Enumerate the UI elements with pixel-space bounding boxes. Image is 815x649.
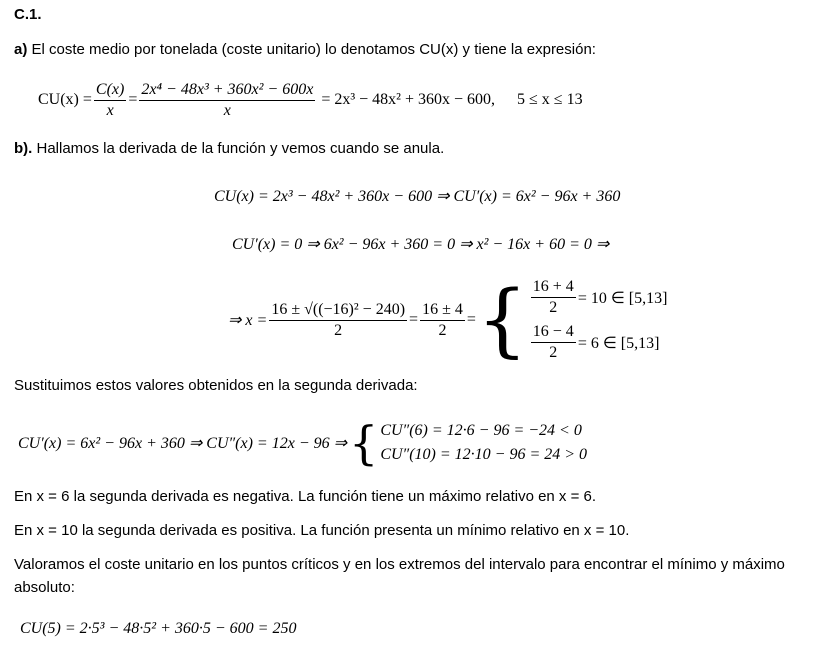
part-b-paragraph xyxy=(14,140,444,157)
root-2-den: 2 xyxy=(549,344,558,361)
part-b-text: Hallamos la derivada de la función y vemos cuando se anula. xyxy=(32,140,445,157)
cost-fraction-1 xyxy=(94,80,126,121)
left-brace: { xyxy=(349,416,379,470)
equals-sign: = xyxy=(128,91,138,108)
second-derivative-case-2: CU″(10) = 12·10 − 96 = 24 > 0 xyxy=(380,446,588,463)
equals-sign: = xyxy=(409,311,419,328)
derivative-line-1: CU(x) = 2x³ − 48x² + 360x − 600 ⇒ CU′(x) = 6x² − 96x + 360 xyxy=(214,188,621,205)
root-1-den: 2 xyxy=(549,299,558,316)
root-1-num: 16 + 4 xyxy=(531,277,576,298)
part-a-paragraph xyxy=(14,41,596,58)
second-derivative-lhs: CU′(x) = 6x² − 96x + 360 ⇒ CU″(x) = 12x − 96 ⇒ xyxy=(18,435,348,452)
cu-5-evaluation: CU(5) = 2·5³ − 48·5² + 360·5 − 600 = 250 xyxy=(20,620,297,637)
second-derivative-formula xyxy=(18,418,587,468)
part-a-label: a) xyxy=(14,41,28,58)
cost-fraction-2-den: x xyxy=(223,101,231,119)
cost-fraction-1-den: x xyxy=(106,101,114,119)
roots-fraction-1-den: 2 xyxy=(334,321,343,339)
cost-formula-rhs: = 2x³ − 48x² + 360x − 600, xyxy=(321,91,496,108)
roots-prefix: ⇒ x = xyxy=(228,312,268,329)
cost-fraction-1-num: C(x) xyxy=(94,80,126,101)
roots-fraction-1-num: 16 ± √((−16)² − 240) xyxy=(269,300,407,321)
root-1-rest: = 10 ∈ [5,13] xyxy=(577,289,668,307)
roots-fraction-2-num: 16 ± 4 xyxy=(420,300,465,321)
section-heading: C.1. xyxy=(14,6,42,23)
part-b-label: b). xyxy=(14,140,33,157)
cost-fraction-2-num: 2x⁴ − 48x³ + 360x² − 600x xyxy=(139,80,315,101)
part-a-text: El coste medio por tonelada (coste unitario) lo denotamos CU(x) y tiene la expresión: xyxy=(27,41,596,58)
evaluation-text-line-2: absoluto: xyxy=(14,579,75,596)
root-2-num: 16 − 4 xyxy=(531,322,576,343)
cost-formula-lhs: CU(x) = xyxy=(38,91,92,108)
minimum-conclusion: En x = 10 la segunda derivada es positiva. La función presenta un mínimo relativo en x = 10. xyxy=(14,522,630,539)
root-2-rest: = 6 ∈ [5,13] xyxy=(577,334,660,352)
root-1-fraction xyxy=(531,277,576,318)
equals-sign: = xyxy=(466,311,476,328)
roots-fraction-2 xyxy=(420,300,465,341)
roots-fraction-1 xyxy=(269,300,407,341)
root-case-2 xyxy=(529,322,668,363)
cost-domain: 5 ≤ x ≤ 13 xyxy=(517,91,583,108)
second-derivative-cases xyxy=(380,419,587,467)
evaluation-text-line-1: Valoramos el coste unitario en los puntos críticos y en los extremos del intervalo para encontrar el mínimo y máximo xyxy=(14,556,785,573)
maximum-conclusion: En x = 6 la segunda derivada es negativa. La función tiene un máximo relativo en x = 6. xyxy=(14,488,597,505)
root-2-fraction xyxy=(531,322,576,363)
derivative-line-2: CU′(x) = 0 ⇒ 6x² − 96x + 360 = 0 ⇒ x² − 16x + 60 = 0 ⇒ xyxy=(232,236,610,253)
second-derivative-case-1: CU″(6) = 12·6 − 96 = −24 < 0 xyxy=(380,422,582,439)
roots-cases xyxy=(529,277,668,363)
second-derivative-intro: Sustituimos estos valores obtenidos en la segunda derivada: xyxy=(14,377,418,394)
left-brace: { xyxy=(476,273,528,366)
cost-fraction-2 xyxy=(139,80,315,121)
root-case-1 xyxy=(529,277,668,318)
roots-formula xyxy=(228,273,668,366)
cost-formula xyxy=(38,80,583,120)
roots-fraction-2-den: 2 xyxy=(438,321,447,339)
